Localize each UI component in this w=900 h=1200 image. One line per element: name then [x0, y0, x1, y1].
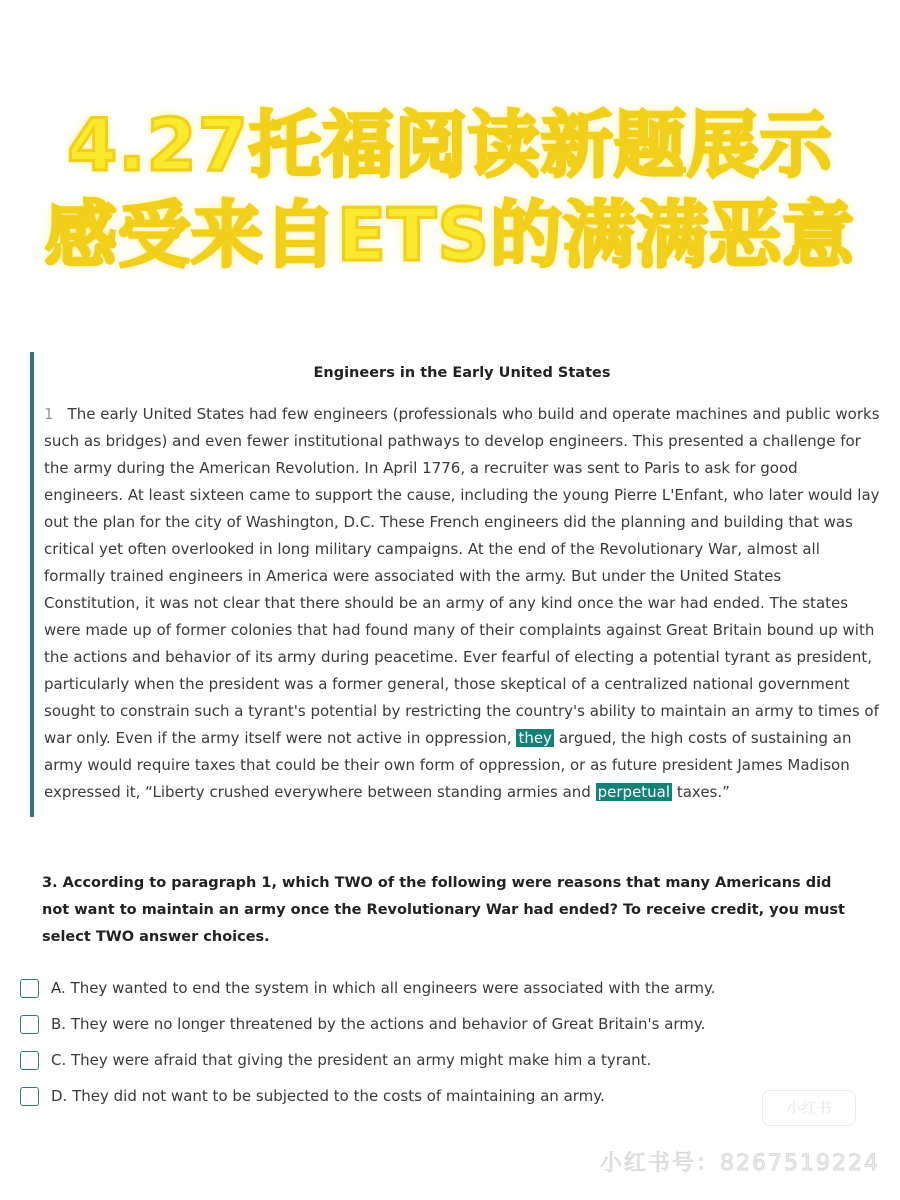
passage-text-part-2: argued, the high costs of sustaining an army would require taxes that could be their own form of oppression, or as future president James Madison expressed it, “Liberty crushed everywhere between standing armies and	[44, 729, 852, 801]
answer-choice-c[interactable]	[20, 1042, 880, 1078]
answer-choice-b-label: B. They were no longer threatened by the actions and behavior of Great Britain's army.	[51, 1015, 706, 1033]
headline-line-1: 4.27托福阅读新题展示	[67, 103, 833, 187]
passage-paragraph-1	[44, 401, 880, 806]
paragraph-number: 1	[44, 405, 54, 423]
answer-choice-d-label: D. They did not want to be subjected to the costs of maintaining an army.	[51, 1087, 605, 1105]
passage-text-part-1: The early United States had few engineers (professionals who build and operate machines and public works such as bridges) and even fewer institutional pathways to develop engineers. This presented a challenge for the army during the American Revolution. In April 1776, a recruiter was sent to Paris to ask for good engineers. At least sixteen came to support the cause, including the young Pierre L'Enfant, who later would lay out the plan for the city of Washington, D.C. These French engineers did the planning and building that was critical yet often overlooked in long military campaigns. At the end of the Revolutionary War, almost all formally trained engineers in America were associated with the army. But under the United States Constitution, it was not clear that there should be an army of any kind once the war had ended. The states were made up of former colonies that had found many of their complaints against Great Britain bound up with the actions and behavior of its army during peacetime. Ever fearful of electing a potential tyrant as president, particularly when the president was a former general, those skeptical of a centralized national government sought to constrain such a tyrant's potential by restricting the country's ability to maintain an army to times of war only. Even if the army itself were not active in oppression,	[44, 405, 880, 747]
checkbox-a[interactable]	[20, 979, 39, 998]
highlighted-word-they[interactable]: they	[518, 729, 552, 747]
highlighted-word-perpetual[interactable]: perpetual	[597, 783, 671, 801]
answer-choice-c-label: C. They were afraid that giving the president an army might make him a tyrant.	[51, 1051, 652, 1069]
answer-choice-a[interactable]	[20, 970, 880, 1006]
passage-title: Engineers in the Early United States	[313, 365, 611, 381]
checkbox-d[interactable]	[20, 1087, 39, 1106]
headline-line-2: 感受来自ETS的满满恶意	[44, 193, 856, 277]
answer-choice-b[interactable]	[20, 1006, 880, 1042]
question-prompt: 3. According to paragraph 1, which TWO of the following were reasons that many Americans did not want to maintain an army once the Revolutionary War had ended? To receive credit, you must select TWO answer choices.	[42, 875, 845, 945]
checkbox-c[interactable]	[20, 1051, 39, 1070]
watermark-logo: 小红书	[762, 1090, 856, 1126]
reading-passage	[30, 352, 880, 817]
answer-choices	[20, 970, 880, 1114]
answer-choice-a-label: A. They wanted to end the system in which all engineers were associated with the army.	[51, 979, 716, 997]
passage-text-part-3: taxes.”	[676, 783, 730, 801]
checkbox-b[interactable]	[20, 1015, 39, 1034]
answer-choice-d[interactable]	[20, 1078, 880, 1114]
headline	[0, 100, 900, 280]
watermark-text: 小红书号：8267519224	[600, 1151, 880, 1176]
